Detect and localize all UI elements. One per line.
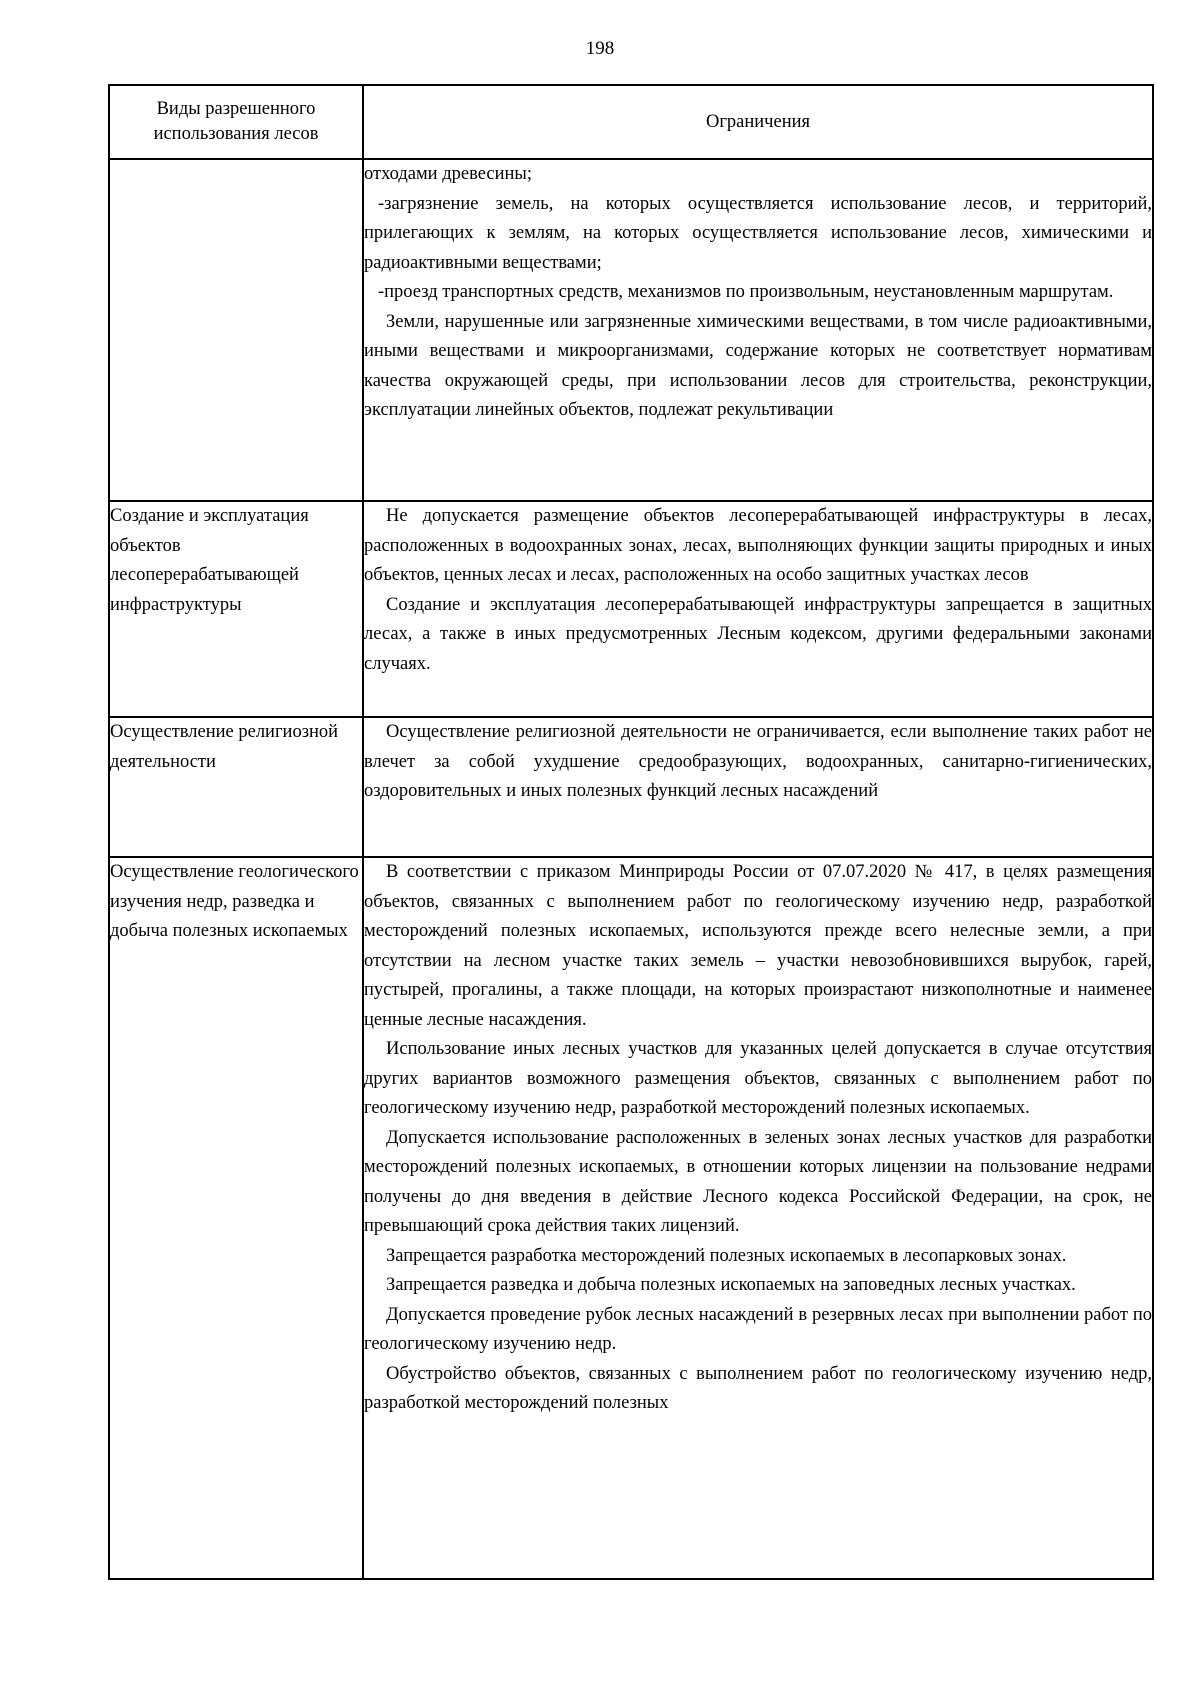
use-type-cell	[109, 159, 363, 501]
restriction-paragraph: Запрещается разработка месторождений полезных ископаемых в лесопарковых зонах.	[386, 1245, 1067, 1266]
use-type-cell: Осуществление геологического изучения недр, разведка и добыча полезных ископаемых	[109, 857, 363, 1579]
restriction-paragraph: отходами древесины;	[364, 164, 532, 184]
restriction-paragraph: Земли, нарушенные или загрязненные химическими веществами, в том числе радиоактивными, иными веществами и микроорганизмами, содержание которых не соответствует нормативам качества окружающей среды, при использовании лесов для строительства, реконструкции, эксплуатации линейных объектов, подлежат рекультивации	[364, 311, 1152, 420]
use-type-cell: Создание и эксплуатация объектов лесоперерабатывающей инфраструктуры	[109, 501, 363, 717]
restriction-paragraph: В соответствии с приказом Минприроды России от 07.07.2020 № 417, в целях размещения объектов, связанных с выполнением работ по геологическому изучению недр, разработкой месторождений полезных ископаемых, используются прежде всего нелесные земли, а при отсутствии на лесном участке таких земель – участки невозобновившихся вырубок, гарей, пустырей, прогалины, а также площади, на которых произрастают низкополнотные и наименее ценные лесные насаждения.	[364, 862, 1152, 1030]
table-row	[109, 501, 1153, 717]
restriction-paragraph: Создание и эксплуатация лесоперерабатывающей инфраструктуры запрещается в защитных лесах, а также в иных предусмотренных Лесным кодексом, другими федеральными законами случаях.	[364, 594, 1152, 674]
restriction-paragraph: -загрязнение земель, на которых осуществляется использование лесов, и территорий, прилегающих к землям, на которых осуществляется использование лесов, химическими и радиоактивными веществами;	[364, 193, 1152, 273]
restriction-cell	[363, 159, 1153, 501]
restriction-paragraph: Обустройство объектов, связанных с выполнением работ по геологическому изучению недр, разработкой месторождений полезных	[364, 1363, 1152, 1413]
restriction-paragraph: Допускается проведение рубок лесных насаждений в резервных лесах при выполнении работ по геологическому изучению недр.	[364, 1304, 1152, 1354]
restrictions-table	[108, 84, 1154, 1580]
table-row	[109, 717, 1153, 857]
header-forest-use-types: Виды разрешенного использования лесов	[109, 85, 363, 159]
restriction-paragraph: Запрещается разведка и добыча полезных ископаемых на заповедных лесных участках.	[386, 1275, 1076, 1295]
use-type-cell: Осуществление религиозной деятельности	[109, 717, 363, 857]
restriction-cell	[363, 501, 1153, 717]
table-row	[109, 159, 1153, 501]
restriction-cell	[363, 857, 1153, 1579]
table-header-row	[109, 85, 1153, 159]
header-restrictions: Ограничения	[363, 85, 1153, 159]
restriction-paragraph: Осуществление религиозной деятельности не ограничивается, если выполнение таких работ не влечет за собой ухудшение средообразующих, водоохранных, санитарно-гигиенических, оздоровительных и иных полезных функций лесных насаждений	[364, 722, 1152, 801]
page-number: 198	[585, 38, 615, 59]
restriction-paragraph: Допускается использование расположенных в зеленых зонах лесных участков для разработки месторождений полезных ископаемых, в отношении которых лицензии на пользование недрами получены до дня введения в действие Лесного кодекса Российской Федерации, на срок, не превышающий срока действия таких лицензий.	[364, 1127, 1152, 1236]
restriction-paragraph: -проезд транспортных средств, механизмов по произвольным, неустановленным маршрутам.	[378, 282, 1114, 302]
restriction-cell	[363, 717, 1153, 857]
restriction-paragraph: Использование иных лесных участков для указанных целей допускается в случае отсутствия других вариантов возможного размещения объектов, связанных с выполнением работ по геологическому изучению недр, разработкой месторождений полезных ископаемых.	[364, 1039, 1152, 1118]
restriction-paragraph: Не допускается размещение объектов лесоперерабатывающей инфраструктуры в лесах, расположенных в водоохранных зонах, лесах, выполняющих функции защиты природных и иных объектов, ценных лесах и лесах, расположенных на особо защитных участках лесов	[364, 506, 1152, 585]
table-row	[109, 857, 1153, 1579]
